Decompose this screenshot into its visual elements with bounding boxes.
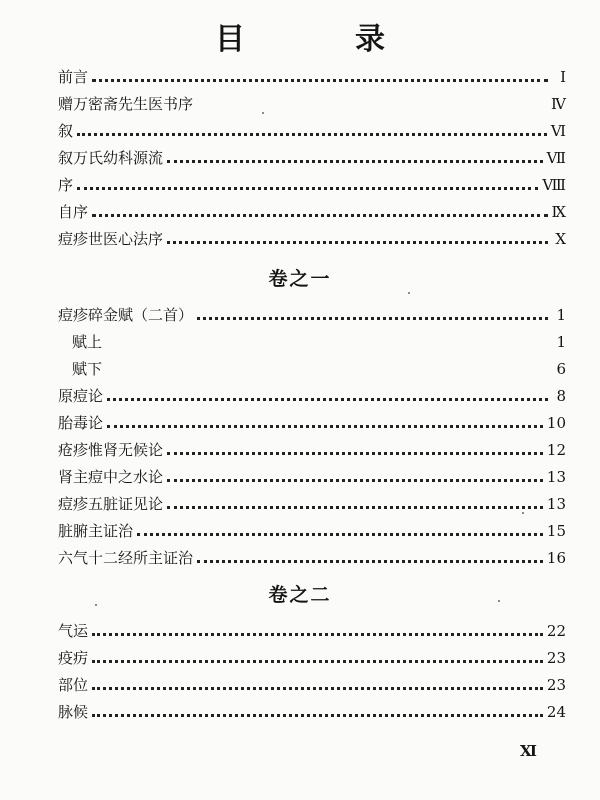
toc-entry[interactable] xyxy=(58,383,566,410)
toc-entry-label: 序 xyxy=(58,176,74,194)
dot-leader xyxy=(167,241,548,244)
toc-entry[interactable] xyxy=(58,545,566,572)
toc-entry[interactable] xyxy=(58,226,566,253)
toc-entry-page: 13 xyxy=(546,495,566,513)
toc-entry-label: 赠万密斋先生医书序 xyxy=(58,95,194,113)
toc-entry-label: 肾主痘中之水论 xyxy=(58,468,164,486)
toc-entry-label: 前言 xyxy=(58,68,89,86)
toc-entry-label: 脉候 xyxy=(58,703,89,721)
toc-entry-page: 1 xyxy=(556,306,566,324)
toc-entry[interactable] xyxy=(58,172,566,199)
toc-subentry[interactable] xyxy=(58,329,566,356)
toc-entry-label: 气运 xyxy=(58,622,89,640)
toc-entry-page: 6 xyxy=(556,360,566,378)
toc-entry[interactable] xyxy=(58,145,566,172)
dot-leader xyxy=(197,317,548,320)
dot-leader xyxy=(167,506,543,509)
toc-entry-page: Ⅹ xyxy=(555,230,566,248)
dot-leader xyxy=(92,687,543,690)
dot-leader xyxy=(197,560,543,563)
toc-entry-label: 痘疹五脏证见论 xyxy=(58,495,164,513)
toc-entry-page: 15 xyxy=(546,522,566,540)
toc-entry-page: Ⅷ xyxy=(542,176,566,194)
toc-entry-page: 1 xyxy=(556,333,566,351)
dot-leader xyxy=(167,452,543,455)
toc-entry[interactable] xyxy=(58,410,566,437)
toc-entry-page: 13 xyxy=(546,468,566,486)
toc-entry[interactable] xyxy=(58,302,566,329)
page-folio: Ⅺ xyxy=(520,742,537,760)
dot-leader xyxy=(77,133,547,136)
toc-entry[interactable] xyxy=(58,491,566,518)
scan-speck xyxy=(95,604,97,606)
scan-speck xyxy=(408,292,410,294)
toc-entry[interactable] xyxy=(58,118,566,145)
dot-leader xyxy=(92,714,543,717)
toc-entry[interactable] xyxy=(58,699,566,726)
toc-entry-page: 8 xyxy=(556,387,566,405)
toc-entry-page: 10 xyxy=(546,414,566,432)
dot-leader xyxy=(197,106,547,109)
scan-speck xyxy=(498,600,500,602)
toc-entry-label: 赋下 xyxy=(72,360,103,378)
dot-leader xyxy=(92,633,543,636)
dot-leader xyxy=(107,398,548,401)
toc-entry-label: 自序 xyxy=(58,203,89,221)
toc-entry-label: 痘疹世医心法序 xyxy=(58,230,164,248)
section-heading-volume1: 卷之一 xyxy=(268,268,332,290)
toc-entry-label: 脏腑主证治 xyxy=(58,522,134,540)
toc-entry-page: 24 xyxy=(546,703,566,721)
scan-speck xyxy=(262,112,264,114)
toc-entry[interactable] xyxy=(58,464,566,491)
scan-speck xyxy=(522,512,524,514)
dot-leader xyxy=(107,425,543,428)
dot-leader xyxy=(137,533,543,536)
toc-entry-page: 23 xyxy=(546,649,566,667)
toc-entry-page: Ⅳ xyxy=(551,95,566,113)
toc-entry-page: 12 xyxy=(546,441,566,459)
toc-volume2 xyxy=(58,618,566,726)
toc-entry-label: 痘疹碎金赋（二首） xyxy=(58,306,194,324)
toc-entry-label: 赋上 xyxy=(72,333,103,351)
toc-entry[interactable] xyxy=(58,91,566,118)
toc-entry-label: 叙 xyxy=(58,122,74,140)
toc-entry-label: 叙万氏幼科源流 xyxy=(58,149,164,167)
toc-entry-label: 疮疹惟肾无候论 xyxy=(58,441,164,459)
toc-subentry[interactable] xyxy=(58,356,566,383)
dot-leader xyxy=(92,79,548,82)
toc-entry[interactable] xyxy=(58,518,566,545)
toc-front-matter xyxy=(58,64,566,253)
toc-entry[interactable] xyxy=(58,672,566,699)
toc-entry-page: 23 xyxy=(546,676,566,694)
toc-entry-page: Ⅶ xyxy=(546,149,566,167)
toc-volume1 xyxy=(58,302,566,572)
dot-leader xyxy=(92,214,548,217)
section-heading-volume2: 卷之二 xyxy=(268,584,332,606)
toc-entry-page: Ⅰ xyxy=(560,68,566,86)
dot-leader xyxy=(77,187,538,190)
toc-entry-page: 22 xyxy=(546,622,566,640)
toc-entry-label: 疫疠 xyxy=(58,649,89,667)
dot-leader xyxy=(167,160,543,163)
toc-entry-page: Ⅸ xyxy=(551,203,566,221)
dot-leader xyxy=(106,371,548,374)
toc-entry-label: 六气十二经所主证治 xyxy=(58,549,194,567)
toc-entry-page: 16 xyxy=(546,549,566,567)
toc-entry-label: 原痘论 xyxy=(58,387,104,405)
dot-leader xyxy=(106,344,548,347)
toc-entry[interactable] xyxy=(58,64,566,91)
dot-leader xyxy=(92,660,543,663)
toc-entry[interactable] xyxy=(58,618,566,645)
toc-entry-label: 部位 xyxy=(58,676,89,694)
toc-entry[interactable] xyxy=(58,199,566,226)
page-title: 目 录 xyxy=(215,22,425,57)
toc-entry-page: Ⅵ xyxy=(550,122,566,140)
dot-leader xyxy=(167,479,543,482)
toc-entry[interactable] xyxy=(58,645,566,672)
toc-entry-label: 胎毒论 xyxy=(58,414,104,432)
toc-entry[interactable] xyxy=(58,437,566,464)
